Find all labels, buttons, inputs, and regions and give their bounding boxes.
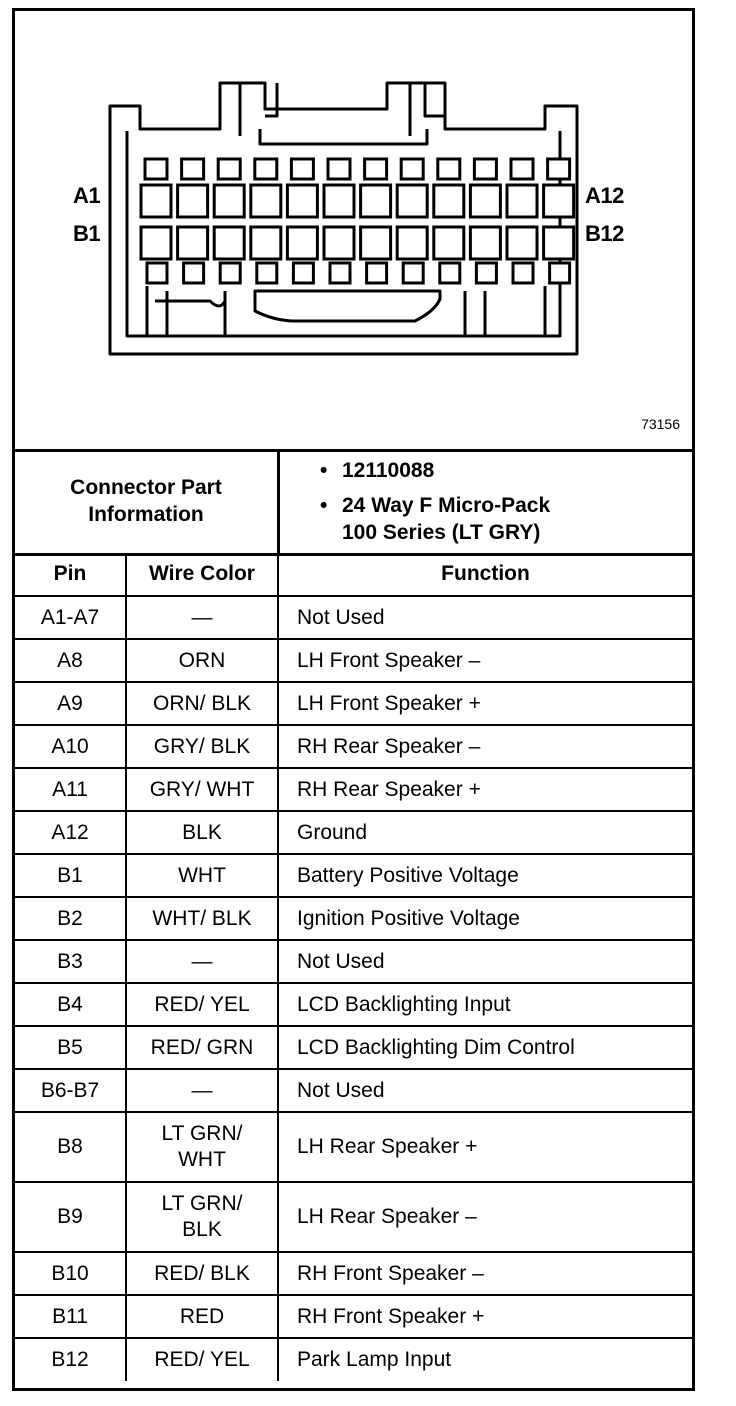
pin-cell: A9 [15,682,126,725]
cavity-a5 [287,185,317,217]
wire-color-cell: GRY/ WHT [126,768,278,811]
pin-cell: A8 [15,639,126,682]
part-info-details [280,457,692,546]
cavity-a10 [470,185,500,217]
function-cell: Not Used [278,1069,692,1112]
cavity-b3 [214,227,244,259]
function-cell: LH Rear Speaker – [278,1182,692,1252]
cavity-a1 [141,185,171,217]
pin-label-a12: A12 [585,183,624,208]
table-row [15,983,692,1026]
table-row [15,1295,692,1338]
cavity-b6 [324,227,354,259]
terminal-latch-a6 [328,159,350,179]
cavity-a7 [361,185,391,217]
table-row [15,1026,692,1069]
table-row [15,1338,692,1381]
table-row [15,768,692,811]
header-pin: Pin [15,553,126,596]
table-row [15,854,692,897]
cavity-b12 [544,227,574,259]
cavity-a11 [507,185,537,217]
terminal-latch-a11 [511,159,533,179]
table-row [15,940,692,983]
table-row [15,1252,692,1295]
terminal-latch-b7 [367,263,387,283]
table-row [15,1112,692,1182]
part-number: • 12110088 [280,457,692,484]
wire-color-cell: WHT/ BLK [126,897,278,940]
function-cell: Battery Positive Voltage [278,854,692,897]
function-cell: Not Used [278,596,692,639]
table-header-row [15,553,692,596]
table-row [15,897,692,940]
wire-color-cell: LT GRN/ BLK [126,1182,278,1252]
pinout-table [15,553,692,1381]
pin-cell: B1 [15,854,126,897]
terminal-latch-a5 [291,159,313,179]
connector-sheet [12,8,695,1391]
pin-cell: B5 [15,1026,126,1069]
terminal-latch-b9 [440,263,460,283]
pin-cell: B4 [15,983,126,1026]
function-cell: Park Lamp Input [278,1338,692,1381]
part-description: • 24 Way F Micro-Pack 100 Series (LT GRY) [280,492,692,546]
cavity-b7 [361,227,391,259]
function-cell: RH Front Speaker + [278,1295,692,1338]
function-cell: RH Rear Speaker + [278,768,692,811]
cavity-a3 [214,185,244,217]
wire-color-cell: — [126,940,278,983]
terminal-latch-a4 [255,159,277,179]
header-function: Function [278,553,692,596]
wire-color-cell: — [126,1069,278,1112]
cavity-b4 [251,227,281,259]
function-cell: RH Front Speaker – [278,1252,692,1295]
terminal-latch-b10 [476,263,496,283]
wire-color-cell: LT GRN/ WHT [126,1112,278,1182]
function-cell: LH Front Speaker – [278,639,692,682]
pin-cell: A11 [15,768,126,811]
connector-diagram [15,11,692,452]
wire-color-cell: BLK [126,811,278,854]
terminal-latch-b12 [550,263,570,283]
wire-color-cell: RED/ GRN [126,1026,278,1069]
terminal-latch-b5 [293,263,313,283]
wire-color-cell: RED/ YEL [126,1338,278,1381]
connector-part-information [15,449,692,556]
cavity-b11 [507,227,537,259]
table-row [15,596,692,639]
pin-cell: B9 [15,1182,126,1252]
figure-number: 73156 [641,416,680,432]
wire-color-cell: RED [126,1295,278,1338]
function-cell: Not Used [278,940,692,983]
function-cell: Ground [278,811,692,854]
table-row [15,1069,692,1112]
pin-label-b1: B1 [73,221,101,246]
terminal-latch-b11 [513,263,533,283]
cavity-b9 [434,227,464,259]
pin-cell: B10 [15,1252,126,1295]
wire-color-cell: WHT [126,854,278,897]
terminal-latch-b2 [184,263,204,283]
function-cell: LH Rear Speaker + [278,1112,692,1182]
wire-color-cell: — [126,596,278,639]
terminal-latch-b6 [330,263,350,283]
table-row [15,725,692,768]
wire-color-cell: ORN [126,639,278,682]
connector-keyway [255,291,440,321]
terminal-latch-b1 [147,263,167,283]
function-cell: LH Front Speaker + [278,682,692,725]
wire-color-cell: ORN/ BLK [126,682,278,725]
table-row [15,639,692,682]
function-cell: LCD Backlighting Input [278,983,692,1026]
wire-color-cell: RED/ BLK [126,1252,278,1295]
pin-label-a1: A1 [73,183,101,208]
terminal-latch-b3 [220,263,240,283]
terminal-latch-a10 [474,159,496,179]
cavity-a6 [324,185,354,217]
wire-color-cell: RED/ YEL [126,983,278,1026]
table-row [15,811,692,854]
pin-cell: B6-B7 [15,1069,126,1112]
function-cell: LCD Backlighting Dim Control [278,1026,692,1069]
terminal-latch-a1 [145,159,167,179]
cavity-a2 [178,185,208,217]
pin-cell: A1-A7 [15,596,126,639]
part-info-heading: Connector Part Information [15,449,280,553]
terminal-latch-a9 [438,159,460,179]
cavity-b8 [397,227,427,259]
pin-cell: B11 [15,1295,126,1338]
pin-cell: B3 [15,940,126,983]
cavity-a12 [544,185,574,217]
pin-cell: B12 [15,1338,126,1381]
terminal-latch-b8 [403,263,423,283]
cavity-b10 [470,227,500,259]
wire-color-cell: GRY/ BLK [126,725,278,768]
table-row [15,682,692,725]
cavity-b2 [178,227,208,259]
function-cell: RH Rear Speaker – [278,725,692,768]
terminal-latch-a3 [218,159,240,179]
terminal-latch-a7 [365,159,387,179]
cavity-b1 [141,227,171,259]
function-cell: Ignition Positive Voltage [278,897,692,940]
pin-cell: B8 [15,1112,126,1182]
cavity-a9 [434,185,464,217]
cavity-a4 [251,185,281,217]
pin-cell: B2 [15,897,126,940]
terminal-latch-a12 [548,159,570,179]
pin-cell: A12 [15,811,126,854]
pin-cell: A10 [15,725,126,768]
header-wire-color: Wire Color [126,553,278,596]
terminal-latch-a2 [182,159,204,179]
cavity-b5 [287,227,317,259]
terminal-latch-b4 [257,263,277,283]
pin-label-b12: B12 [585,221,624,246]
table-row [15,1182,692,1252]
cavity-a8 [397,185,427,217]
terminal-latch-a8 [401,159,423,179]
